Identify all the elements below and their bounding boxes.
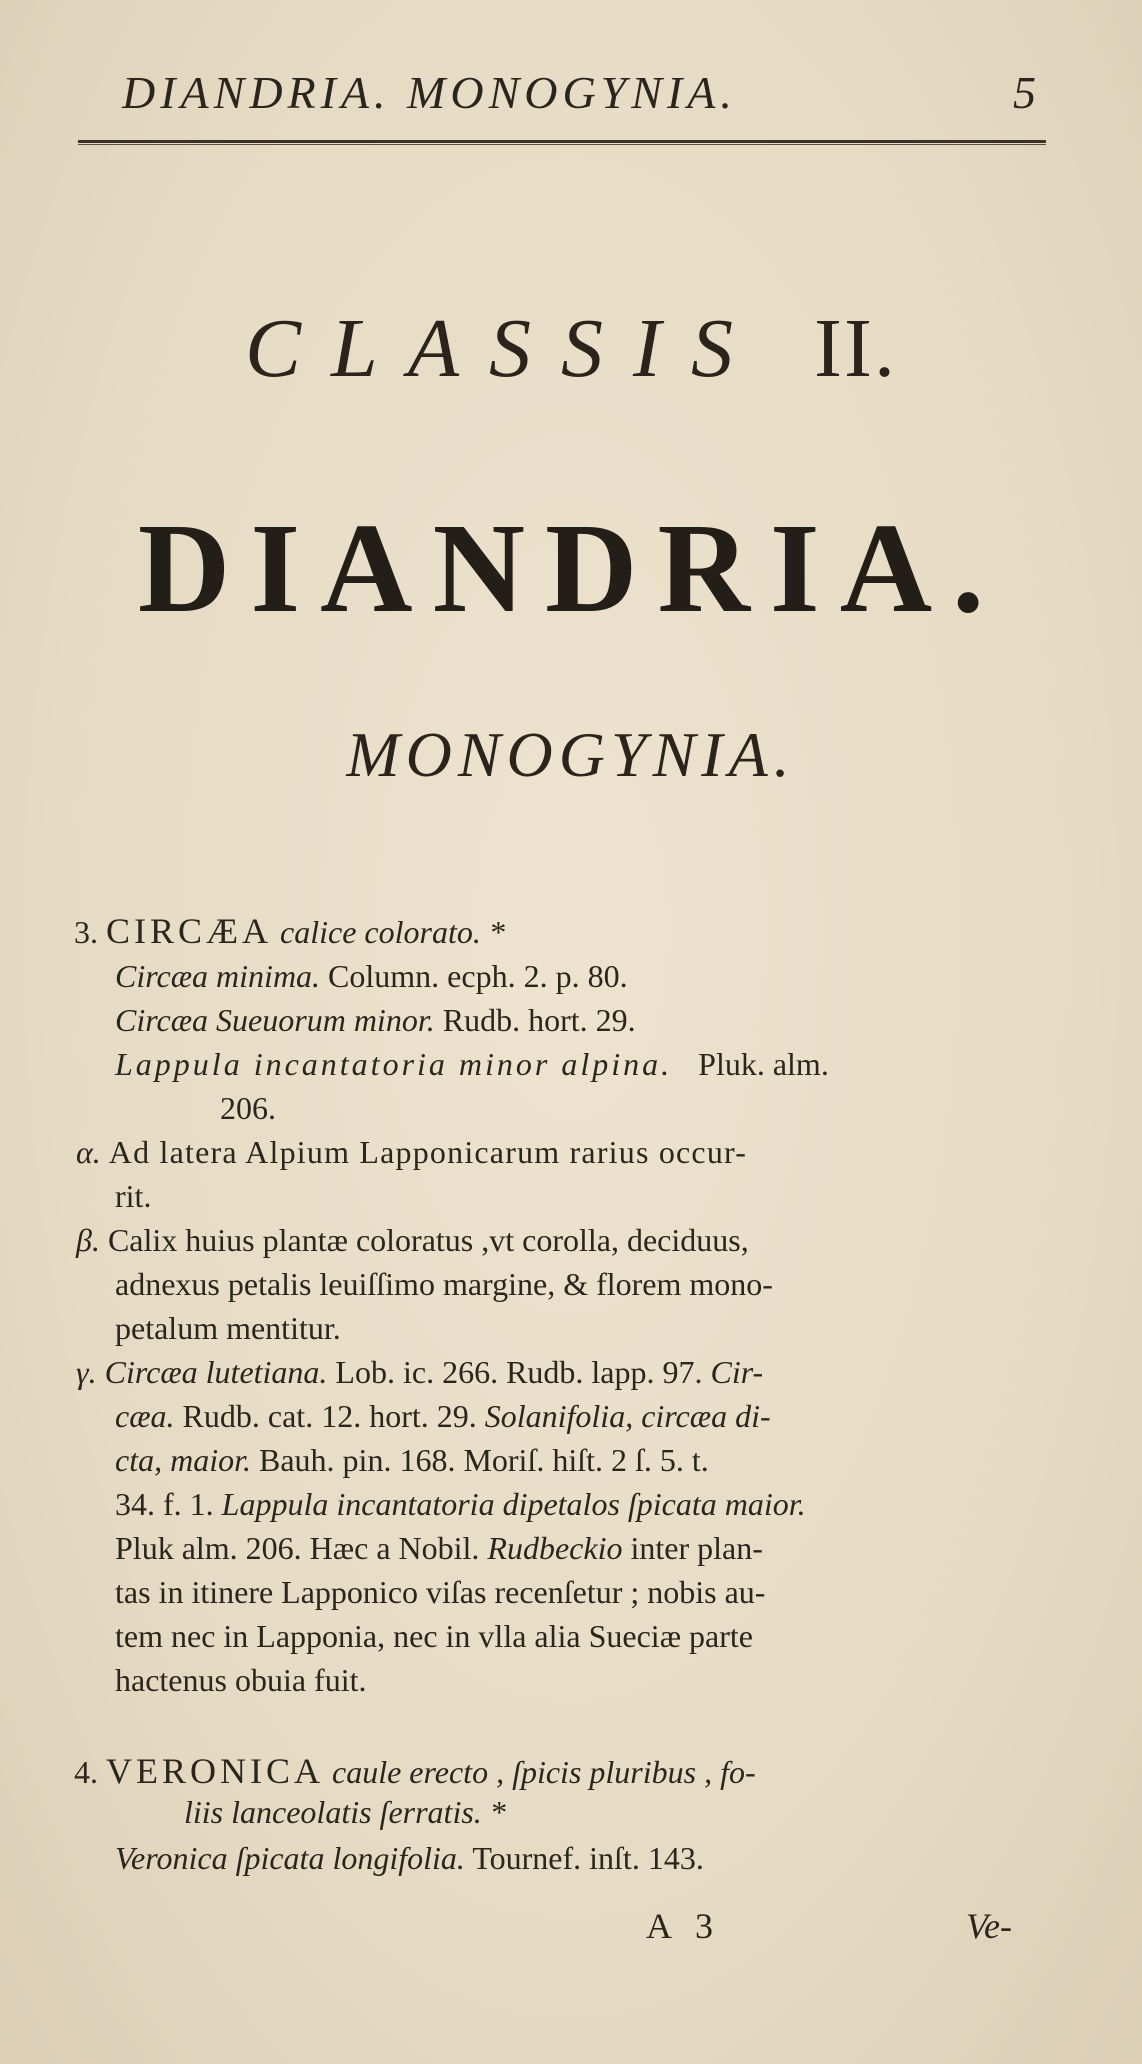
note-text: petalum mentitur. — [115, 1310, 341, 1346]
note-text: tem nec in Lapponia, nec in vlla alia Sueciæ parte — [115, 1618, 753, 1654]
note-text: adnexus petalis leuiſſimo margine, & florem mono- — [115, 1266, 773, 1302]
note-italic: Lappula incantatoria dipetalos ſpicata maior. — [221, 1486, 806, 1522]
note-italic: Circæa lutetiana. — [104, 1354, 328, 1390]
page-number: 5 — [1013, 67, 1036, 118]
note-text: Ad latera Alpium Lapponicarum rarius occur- — [108, 1134, 748, 1170]
synonym-name: Lappula incantatoria minor alpina. — [115, 1046, 673, 1082]
note-text: Bauh. pin. 168. Moriſ. hiſt. 2 ſ. 5. t. — [259, 1442, 709, 1478]
synonym-line — [115, 1840, 704, 1877]
synonym-line — [115, 1002, 636, 1039]
note-text: hactenus obuia fuit. — [115, 1662, 367, 1698]
note-italic: Rudbeckio — [487, 1530, 623, 1566]
running-head — [78, 62, 1046, 122]
note-mark: γ. — [76, 1354, 97, 1390]
entry-heading — [74, 910, 505, 952]
entry-heading — [74, 1750, 756, 1792]
note-text: Rudb. cat. 12. hort. 29. — [182, 1398, 477, 1434]
classis-word: CLASSIS — [245, 302, 764, 395]
synonym-reference-cont: 206. — [220, 1090, 276, 1126]
entry-number: 3. — [74, 914, 98, 950]
note-mark: β. — [76, 1222, 100, 1258]
synonym-name: Veronica ſpicata longifolia. — [115, 1840, 465, 1876]
note-text: rit. — [115, 1178, 152, 1214]
note-text: Pluk alm. 206. Hæc a Nobil. — [115, 1530, 480, 1566]
classis-heading — [0, 300, 1142, 397]
genus-name: VERONICA — [106, 1751, 324, 1791]
note-text: Lob. ic. 266. Rudb. lapp. 97. — [335, 1354, 703, 1390]
synonym-line — [115, 1046, 829, 1083]
note-italic: Solanifolia, circæa di- — [484, 1398, 771, 1434]
diagnosis: caule erecto , ſpicis pluribus , fo- — [332, 1754, 756, 1790]
header-rule — [78, 140, 1046, 145]
running-title: DIANDRIA. MONOGYNIA. — [122, 67, 737, 118]
note-gamma-line — [115, 1398, 771, 1435]
synonym-line — [115, 958, 628, 995]
note-alpha — [76, 1134, 747, 1171]
genus-name: CIRCÆA — [106, 911, 273, 951]
note-italic: Cir- — [710, 1354, 764, 1390]
synonym-reference: Rudb. hort. 29. — [442, 1002, 636, 1038]
note-gamma-line — [115, 1530, 763, 1567]
classis-numeral: II. — [814, 302, 897, 395]
note-text: tas in itinere Lapponico viſas recenſetur ; nobis au- — [115, 1574, 766, 1610]
note-italic: cæa. — [115, 1398, 175, 1434]
order-title: DIANDRIA. — [137, 497, 1005, 639]
synonym-reference: Column. ecph. 2. p. 80. — [328, 958, 628, 994]
diagnosis: calice colorato. * — [280, 914, 505, 950]
note-text: Calix huius plantæ coloratus ,vt corolla, deciduus, — [107, 1222, 749, 1258]
note-beta — [76, 1222, 749, 1259]
synonym-reference: Tournef. inſt. 143. — [472, 1840, 704, 1876]
note-text: 34. f. 1. — [115, 1486, 214, 1522]
note-italic: cta, maior. — [115, 1442, 251, 1478]
synonym-reference: Pluk. alm. — [698, 1046, 829, 1082]
note-mark: α. — [76, 1134, 101, 1170]
sub-title: MONOGYNIA. — [346, 719, 796, 790]
catchword: Ve- — [966, 1906, 1012, 1946]
note-text: inter plan- — [630, 1530, 763, 1566]
diagnosis: liis lanceolatis ſerratis. * — [184, 1794, 506, 1830]
synonym-name: Circæa minima. — [115, 958, 321, 994]
entry-number: 4. — [74, 1754, 98, 1790]
signature-mark: A 3 — [646, 1906, 722, 1946]
note-gamma-line — [115, 1442, 709, 1479]
synonym-name: Circæa Sueuorum minor. — [115, 1002, 435, 1038]
note-gamma — [76, 1354, 763, 1391]
note-gamma-line — [115, 1486, 806, 1523]
